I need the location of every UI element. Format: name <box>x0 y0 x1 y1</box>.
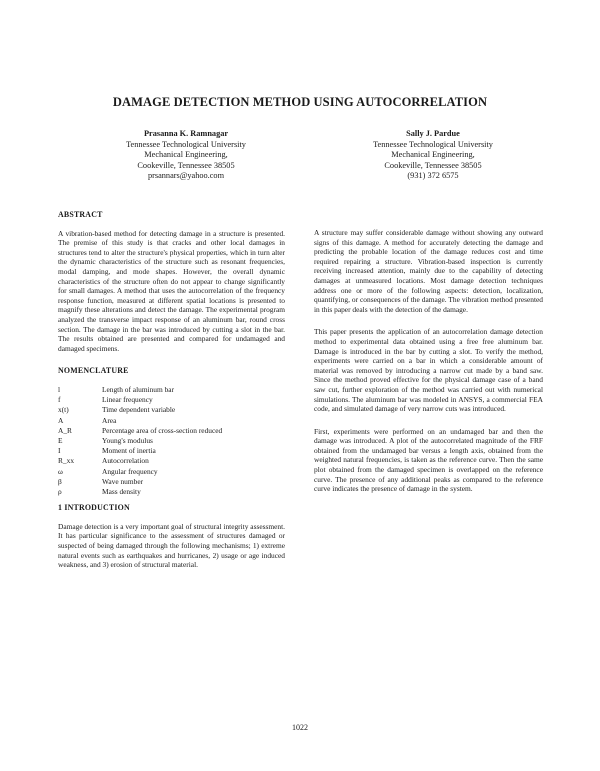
nomenclature-definition: Length of aluminum bar <box>102 384 175 394</box>
nomenclature-definition: Autocorrelation <box>102 456 149 466</box>
nomenclature-row <box>58 395 285 405</box>
body-paragraph: First, experiments were performed on an undamaged bar and then the damage was introduced. A plot of the autocorrelated magnitude of the FRF obtained from the undamaged bar versus a length axis, obtained from the weighted natural frequencies, is taken as the reference curve. Then the same plot obtained from the damaged specimen is overlapped on the reference curve. The presence of any additional peaks as compared to the reference curve indicates the presence of damage in the system. <box>314 426 543 494</box>
author-affiliation: Tennessee Technological University <box>373 139 493 149</box>
introduction-text: Damage detection is a very important goal of structural integrity assessment. It has particular significance to the assessment of structures damaged or suspected of being damaged through the following mechanisms; 1) extreme natural events such as earthquakes and hurricanes, 2) usage or age induced weakness, and 3) erosion of structural material. <box>58 521 285 570</box>
abstract-text: A vibration-based method for detecting damage in a structure is presented. The premise of this study is that cracks and other local damages in structures tend to alter the structure's physical properties, which in turn alter the dynamic characteristics of the structure such as resonant frequencies, modal damping, and mode shapes. However, the overall dynamic characteristics of the structure often do not appear to change significantly for small damages. A method that uses the autocorrelation of the frequency response function, measured at different spatial locations is presented to magnify these alterations and detect the damage. The experimental program analyzed the transverse impact response of an aluminum bar, round cross section. The damage in the bar was introduced by cutting a slot in the bar. The results obtained are presented and compared for undamaged and damaged specimens. <box>58 228 285 353</box>
author-name: Sally J. Pardue <box>406 129 460 138</box>
author-address: Cookeville, Tennessee 38505 <box>384 160 482 170</box>
author-block-2 <box>318 129 548 182</box>
nomenclature-symbol: I <box>58 446 61 456</box>
nomenclature-row <box>58 477 285 487</box>
paper-title: DAMAGE DETECTION METHOD USING AUTOCORRELATION <box>112 95 488 109</box>
nomenclature-definition: Time dependent variable <box>102 405 176 415</box>
author-affiliation: Tennessee Technological University <box>126 139 246 149</box>
nomenclature-symbol: ρ <box>58 486 62 496</box>
nomenclature-definition: Linear frequency <box>102 395 153 405</box>
nomenclature-definition: Area <box>102 415 117 425</box>
nomenclature-row <box>58 385 285 395</box>
nomenclature-symbol: β <box>58 476 62 486</box>
nomenclature-heading: NOMENCLATURE <box>58 366 129 376</box>
nomenclature-row <box>58 467 285 477</box>
nomenclature-definition: Angular frequency <box>102 466 158 476</box>
nomenclature-row <box>58 426 285 436</box>
nomenclature-definition: Wave number <box>102 476 144 486</box>
body-paragraph: This paper presents the application of an autocorrelation damage detection method to experimental data obtained using a free free aluminum bar. Damage is introduced in the bar by cutting a slot. To verify the method, experiments were carried on a bar in which a considerable amount of material was removed by introducing a narrow cut made by a band saw. Since the method proved effective for the physical damage case of a band saw cut, further exploration of the method was carried out with numerical simulations. The aluminum bar was modeled in ANSYS, a commercial FEA code, and simulated damage of very narrow cuts was introduced. <box>314 327 543 414</box>
nomenclature-definition: Mass density <box>102 486 141 496</box>
nomenclature-definition: Young's modulus <box>102 435 153 445</box>
abstract-heading: ABSTRACT <box>58 210 103 219</box>
author-block-1 <box>71 129 301 182</box>
nomenclature-definition: Moment of inertia <box>102 446 156 456</box>
author-phone: (931) 372 6575 <box>407 171 459 181</box>
nomenclature-row <box>58 416 285 426</box>
nomenclature-definition: Percentage area of cross-section reduced <box>102 425 223 435</box>
nomenclature-symbol: A_R <box>58 425 72 435</box>
author-email: prsannars@yahoo.com <box>147 171 225 181</box>
nomenclature-row <box>58 436 285 446</box>
author-address: Cookeville, Tennessee 38505 <box>137 160 235 170</box>
nomenclature-row <box>58 446 285 456</box>
nomenclature-symbol: ω <box>58 466 63 476</box>
nomenclature-row <box>58 405 285 415</box>
nomenclature-row <box>58 456 285 466</box>
page-number: 1022 <box>292 723 308 732</box>
nomenclature-symbol: l <box>58 384 61 394</box>
right-column <box>314 228 543 507</box>
nomenclature-list <box>58 385 285 497</box>
left-column <box>58 210 285 583</box>
author-department: Mechanical Engineering, <box>391 150 475 160</box>
nomenclature-symbol: E <box>58 435 63 445</box>
body-paragraph: A structure may suffer considerable damage without showing any outward signs of this damage. A method for accurately detecting the damage and predicting the probable location of the damage reduces cost and time required repairing a structure. Vibration-based inspection is currently receiving increased attention, mainly due to the capability of detecting damages at unmeasured locations. Most damage detection techniques address one or more of the following aspects: detection, localization, quantifying, or consequences of the damage. The vibration method presented in this paper deals with the detection of the damage. <box>314 228 543 314</box>
nomenclature-symbol: x(t) <box>58 405 69 415</box>
introduction-heading: 1 INTRODUCTION <box>58 503 130 513</box>
nomenclature-symbol: f <box>58 395 61 405</box>
nomenclature-row <box>58 487 285 497</box>
author-department: Mechanical Engineering, <box>144 150 228 160</box>
nomenclature-symbol: R_xx <box>58 456 75 466</box>
author-name: Prasanna K. Ramnagar <box>143 129 229 138</box>
nomenclature-symbol: A <box>58 415 64 425</box>
